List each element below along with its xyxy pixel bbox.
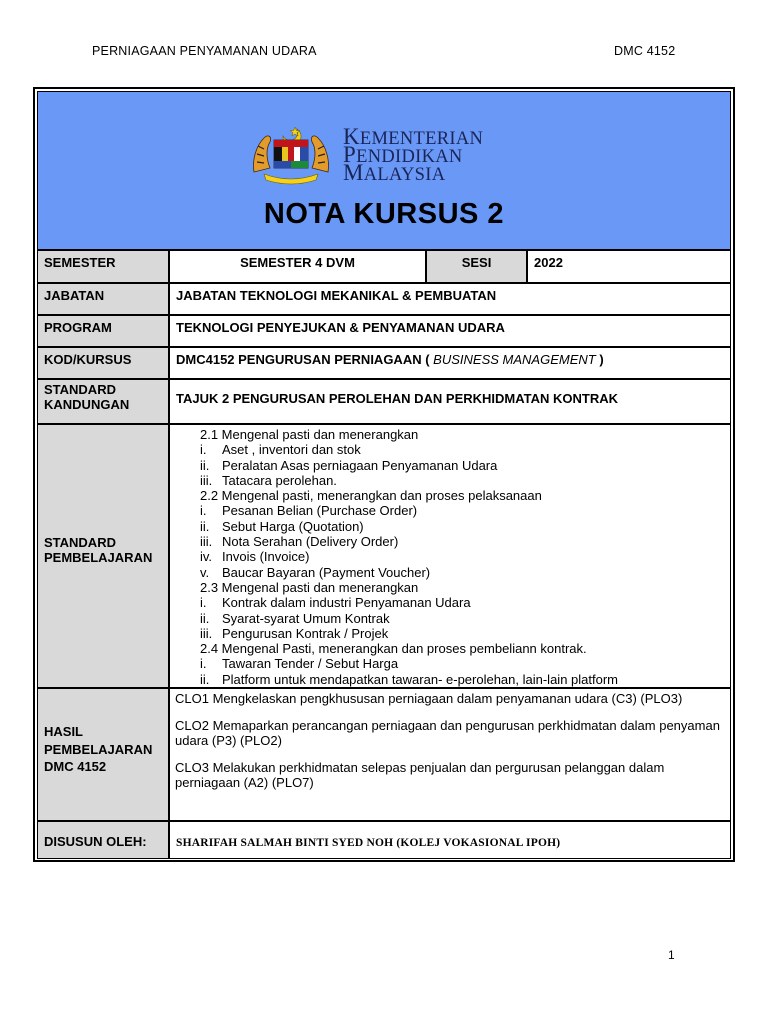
program-label: PROGRAM — [37, 315, 169, 347]
standard-list-item — [200, 534, 726, 549]
author-name: SHARIFAH SALMAH BINTI SYED NOH (KOLEJ VOKASIONAL IPOH) — [176, 837, 561, 849]
clo-item: CLO1 Mengkelaskan pengkhususan perniagaan dalam penyamanan udara (C3) (PLO3) — [175, 691, 683, 706]
ministry-line: MALAYSIA — [343, 160, 446, 185]
running-header-code: DMC 4152 — [614, 44, 676, 58]
jabatan-label: JABATAN — [37, 283, 169, 315]
kod-kursus-value: DMC4152 PENGURUSAN PERNIAGAAN ( BUSINESS MANAGEMENT ) — [169, 347, 731, 379]
list-item-text: Aset , inventori dan stok — [222, 442, 361, 458]
list-item-number: v. — [200, 564, 210, 580]
list-item-number: i. — [200, 503, 207, 519]
list-item-number: i. — [200, 656, 207, 672]
list-item-text: Syarat-syarat Umum Kontrak — [222, 610, 390, 626]
list-item-number: i. — [200, 442, 207, 458]
learning-standards-list — [174, 427, 726, 687]
hasil-pembelajaran-content — [169, 688, 731, 821]
standard-pembelajaran-content — [169, 424, 731, 688]
standard-section-heading: 2.2 Mengenal pasti, menerangkan dan proses pelaksanaan — [200, 488, 542, 504]
hasil-pembelajaran-label: HASIL PEMBELAJARAN DMC 4152 — [37, 688, 169, 821]
jabatan-value: JABATAN TEKNOLOGI MEKANIKAL & PEMBUATAN — [169, 283, 731, 315]
standard-list-item — [200, 626, 726, 641]
standard-list-item — [200, 473, 726, 488]
list-item-text: Pengurusan Kontrak / Projek — [222, 625, 389, 641]
standard-list-item — [200, 595, 726, 610]
standard-list-item — [200, 549, 726, 564]
list-item-text: Pesanan Belian (Purchase Order) — [222, 503, 418, 519]
standard-list-item — [200, 503, 726, 518]
standard-kandungan-label: STANDARD KANDUNGAN — [37, 379, 169, 424]
list-item-text: Baucar Bayaran (Payment Voucher) — [222, 564, 431, 580]
list-item-text: Invois (Invoice) — [222, 549, 310, 565]
ministry-wordmark — [343, 124, 484, 185]
standard-list-item — [200, 656, 726, 671]
document-title: NOTA KURSUS 2 — [263, 198, 505, 230]
list-item-number: ii. — [200, 518, 210, 534]
list-item-text: Tawaran Tender / Sebut Harga — [222, 656, 399, 672]
clo-item: CLO3 Melakukan perkhidmatan selepas penjualan dan pergurusan pelanggan dalam perniagaan (A2) (PLO7) — [175, 759, 665, 790]
standard-list-item — [200, 519, 726, 534]
list-item-text: Nota Serahan (Delivery Order) — [222, 534, 399, 550]
list-item-text: Tatacara perolehan. — [222, 472, 337, 488]
standard-list-item — [200, 442, 726, 457]
list-item-number: iii. — [200, 625, 213, 641]
sesi-value: 2022 — [527, 250, 731, 283]
disusun-oleh-label: DISUSUN OLEH: — [37, 821, 169, 859]
ministry-line: KEMENTERIAN — [343, 124, 484, 149]
list-item-text: Sebut Harga (Quotation) — [222, 518, 364, 534]
standard-kandungan-value: TAJUK 2 PENGURUSAN PEROLEHAN DAN PERKHIDMATAN KONTRAK — [169, 379, 731, 424]
running-header-title: PERNIAGAAN PENYAMANAN UDARA — [92, 44, 317, 58]
semester-label: SEMESTER — [37, 250, 169, 283]
title-banner — [37, 91, 731, 250]
list-item-number: i. — [200, 595, 207, 611]
standard-section-heading: 2.4 Mengenal Pasti, menerangkan dan proses pembeliann kontrak. — [200, 641, 587, 657]
standard-pembelajaran-label: STANDARD PEMBELAJARAN — [37, 424, 169, 688]
list-item-text: Peralatan Asas perniagaan Penyamanan Udara — [222, 457, 498, 473]
clo-item: CLO2 Memaparkan perancangan perniagaan dan pengurusan perkhidmatan dalam penyaman udara (P3) (PLO2) — [175, 717, 720, 748]
list-item-number: ii. — [200, 610, 210, 626]
list-item-number: iv. — [200, 549, 213, 565]
program-value: TEKNOLOGI PENYEJUKAN & PENYAMANAN UDARA — [169, 315, 731, 347]
sesi-label: SESI — [426, 250, 527, 283]
coat-of-arms-icon — [250, 124, 332, 186]
list-item-number: ii. — [200, 671, 210, 687]
standard-section-heading: 2.1 Mengenal pasti dan menerangkan — [200, 427, 419, 442]
kod-kursus-label: KOD/KURSUS — [37, 347, 169, 379]
standard-list-item — [200, 565, 726, 580]
semester-value: SEMESTER 4 DVM — [169, 250, 426, 283]
list-item-text: Kontrak dalam industri Penyamanan Udara — [222, 595, 471, 611]
standard-list-item — [200, 611, 726, 626]
list-item-number: iii. — [200, 472, 213, 488]
page-number: 1 — [668, 948, 675, 962]
standard-section-heading: 2.3 Mengenal pasti dan menerangkan — [200, 579, 419, 595]
list-item-number: ii. — [200, 457, 210, 473]
list-item-text: Platform untuk mendapatkan tawaran- e-perolehan, lain-lain platform — [222, 671, 618, 687]
ministry-line: PENDIDIKAN — [343, 142, 463, 167]
standard-list-item — [200, 458, 726, 473]
list-item-number: iii. — [200, 534, 213, 550]
disusun-oleh-value — [169, 821, 731, 859]
standard-list-item — [200, 672, 726, 687]
